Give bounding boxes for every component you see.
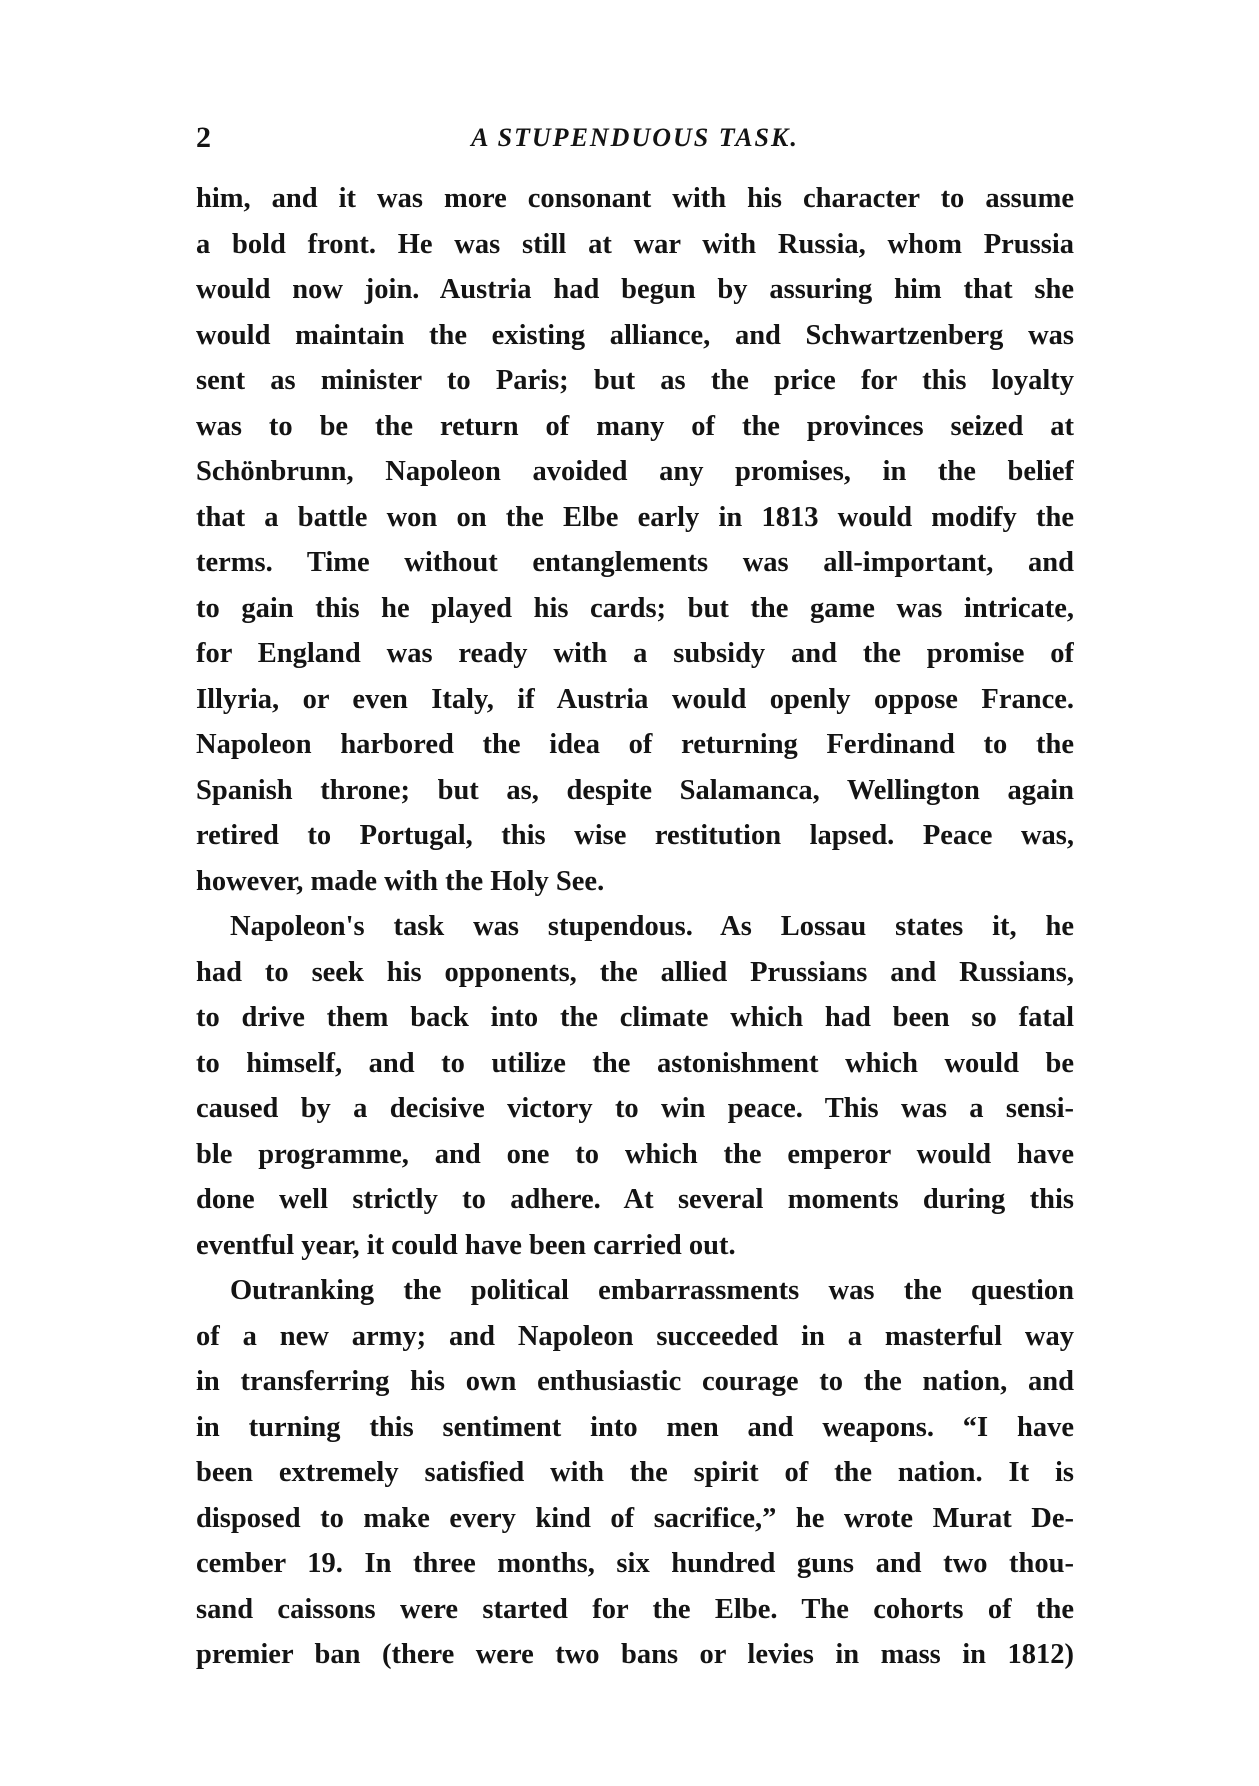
text-line: would maintain the existing alliance, and Schwartzenberg was bbox=[196, 319, 1074, 351]
text-line: in turning this sentiment into men and weapons. “I have bbox=[196, 1411, 1074, 1443]
text-line: ble programme, and one to which the emperor would have bbox=[196, 1138, 1074, 1170]
text-line: Outranking the political embarrassments was the question bbox=[230, 1275, 1074, 1306]
text-line: done well strictly to adhere. At several moments during this bbox=[196, 1184, 1074, 1215]
text-line: Illyria, or even Italy, if Austria would openly oppose France. bbox=[196, 683, 1074, 715]
paragraph-2 bbox=[196, 904, 1074, 1268]
text-line: cember 19. In three months, six hundred guns and two thou- bbox=[196, 1548, 1074, 1579]
text-line: for England was ready with a subsidy and the promise of bbox=[196, 638, 1074, 669]
text-line: that a battle won on the Elbe early in 1813 would modify the bbox=[196, 501, 1074, 533]
text-line: was to be the return of many of the provinces seized at bbox=[196, 410, 1074, 442]
text-line: of a new army; and Napoleon succeeded in a masterful way bbox=[196, 1320, 1074, 1352]
text-line: disposed to make every kind of sacrifice,” he wrote Murat De- bbox=[196, 1502, 1074, 1534]
text-line: terms. Time without entanglements was all-important, and bbox=[196, 547, 1074, 578]
text-line: to gain this he played his cards; but the game was intricate, bbox=[196, 592, 1074, 624]
paragraph-1 bbox=[196, 176, 1074, 904]
text-line: Napoleon's task was stupendous. As Lossau states it, he bbox=[230, 911, 1074, 942]
text-line: in transferring his own enthusiastic courage to the nation, and bbox=[196, 1366, 1074, 1397]
running-title: A STUPENDUOUS TASK. bbox=[471, 123, 799, 152]
text-line: to himself, and to utilize the astonishment which would be bbox=[196, 1047, 1074, 1079]
text-line: to drive them back into the climate which had been so fatal bbox=[196, 1002, 1074, 1033]
text-line: Schönbrunn, Napoleon avoided any promises, in the belief bbox=[196, 456, 1074, 487]
text-line: however, made with the Holy See. bbox=[196, 865, 605, 897]
text-line: him, and it was more consonant with his character to assume bbox=[196, 183, 1074, 214]
text-line: retired to Portugal, this wise restitution lapsed. Peace was, bbox=[196, 820, 1074, 851]
text-line: caused by a decisive victory to win peace. This was a sensi- bbox=[196, 1093, 1074, 1124]
text-line: had to seek his opponents, the allied Prussians and Russians, bbox=[196, 956, 1074, 988]
text-line: Spanish throne; but as, despite Salamanca, Wellington again bbox=[196, 774, 1074, 806]
text-line: sand caissons were started for the Elbe. The cohorts of the bbox=[196, 1593, 1074, 1625]
text-line: been extremely satisfied with the spirit of the nation. It is bbox=[196, 1457, 1074, 1488]
paragraph-3 bbox=[196, 1268, 1074, 1678]
text-line: eventful year, it could have been carried out. bbox=[196, 1229, 736, 1261]
page-number: 2 bbox=[196, 121, 211, 154]
text-line: would now join. Austria had begun by assuring him that she bbox=[196, 274, 1074, 305]
page-header bbox=[196, 118, 1074, 158]
text-line: a bold front. He was still at war with Russia, whom Prussia bbox=[196, 228, 1074, 260]
text-line: sent as minister to Paris; but as the price for this loyalty bbox=[196, 365, 1074, 396]
text-line: Napoleon harbored the idea of returning Ferdinand to the bbox=[196, 729, 1074, 760]
body-text bbox=[196, 176, 1074, 1678]
text-line: premier ban (there were two bans or levies in mass in 1812) bbox=[196, 1639, 1074, 1670]
